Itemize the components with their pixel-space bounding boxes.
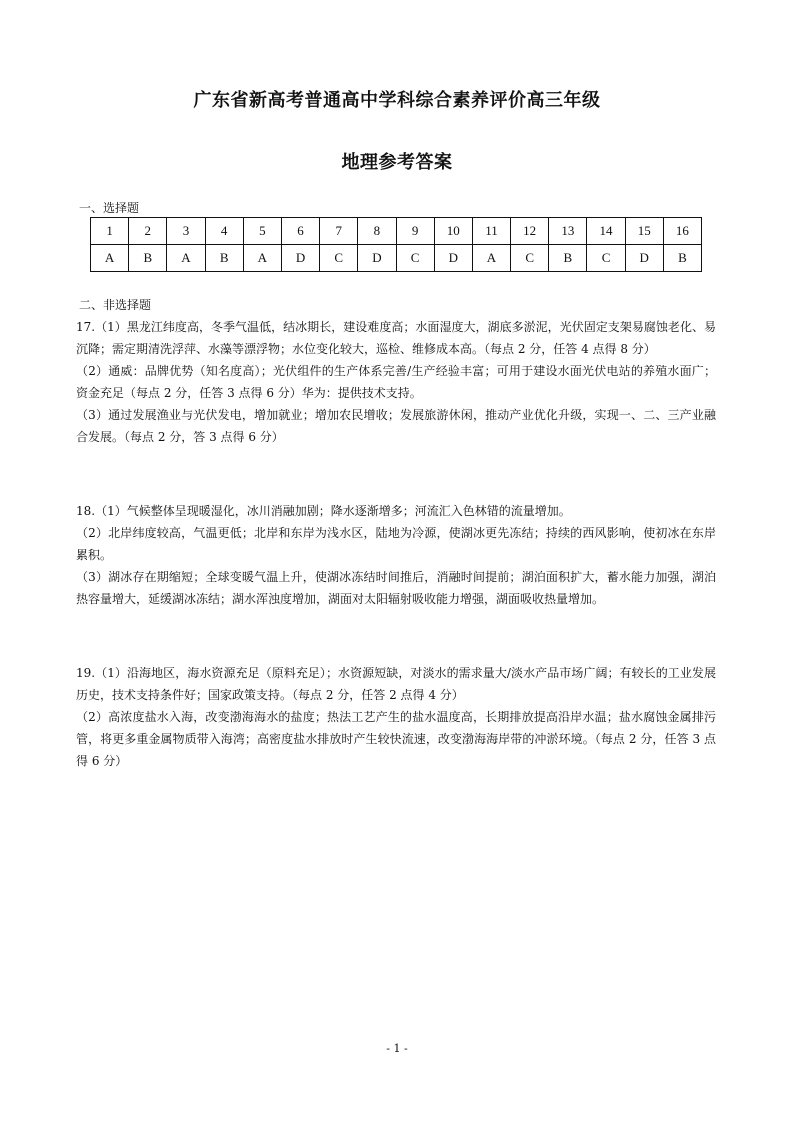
question-number-cell: 16 [663,218,701,245]
question-number-cell: 10 [434,218,472,245]
answer-cell: D [434,245,472,272]
answer-row [91,245,702,272]
answer-cell: D [281,245,319,272]
question-number-cell: 3 [167,218,205,245]
section-heading-choice: 一、选择题 [79,201,140,215]
answer-cell: D [358,245,396,272]
question-number-cell: 7 [320,218,358,245]
answer-paragraph: 17.（1）黑龙江纬度高，冬季气温低，结冰期长，建设难度高；水面湿度大，湖底多淤泥，光伏固定支架易腐蚀老化、易沉降；需定期清洗浮萍、水藻等漂浮物；水位变化较大，巡检、维修成本高。（每点 2 分，任答 4 点得 8 分） [76,320,716,356]
question-number-cell: 6 [281,218,319,245]
question-number-cell: 1 [91,218,129,245]
answer-paragraph: 18.（1）气候整体呈现暖湿化，冰川消融加剧；降水逐渐增多；河流汇入色林错的流量增加。 [76,504,571,518]
question-number-cell: 14 [587,218,625,245]
document-subtitle: 地理参考答案 [341,152,453,173]
question-19-answer [76,662,716,772]
page-number: - 1 - [386,1042,408,1055]
question-number-cell: 8 [358,218,396,245]
question-number-cell: 11 [472,218,510,245]
answer-cell: B [663,245,701,272]
answer-paragraph: （2）高浓度盐水入海，改变渤海海水的盐度；热法工艺产生的盐水温度高，长期排放提高沿岸水温；盐水腐蚀金属排污管，将更多重金属物质带入海湾；高密度盐水排放时产生较快流速，改变渤海海岸带的冲淤环境。（每点 2 分，任答 3 点得 6 分） [76,710,716,768]
question-number-row [91,218,702,245]
answer-cell: A [472,245,510,272]
section-heading-nonchoice: 二、非选择题 [79,298,152,312]
answer-table [90,217,702,272]
answer-paragraph: （2）北岸纬度较高，气温更低；北岸和东岸为浅水区，陆地为冷源，使湖冰更先冻结；持续的西风影响，使初冰在东岸累积。 [76,526,716,562]
answer-paragraph: （2）通威：品牌优势（知名度高）；光伏组件的生产体系完善/生产经验丰富；可用于建设水面光伏电站的养殖水面广；资金充足（每点 2 分，任答 3 点得 6 分）华为：提供技术支持。 [76,364,716,400]
document-title: 广东省新高考普通高中学科综合素养评价高三年级 [193,90,601,111]
question-number-cell: 12 [511,218,549,245]
question-number-cell: 13 [549,218,587,245]
question-18-answer [76,500,716,610]
question-17-answer [76,316,716,448]
answer-cell: B [129,245,167,272]
answer-cell: C [587,245,625,272]
answer-paragraph: （3）通过发展渔业与光伏发电，增加就业；增加农民增收；发展旅游休闲，推动产业优化升级，实现一、二、三产业融合发展。（每点 2 分，答 3 点得 6 分） [76,408,716,444]
question-number-cell: 9 [396,218,434,245]
answer-cell: A [167,245,205,272]
answer-cell: C [320,245,358,272]
question-number-cell: 2 [129,218,167,245]
question-number-cell: 4 [205,218,243,245]
answer-cell: B [205,245,243,272]
answer-cell: C [396,245,434,272]
answer-cell: B [549,245,587,272]
answer-cell: D [625,245,663,272]
question-number-cell: 15 [625,218,663,245]
answer-paragraph: （3）湖冰存在期缩短；全球变暖气温上升，使湖冰冻结时间推后，消融时间提前；湖泊面积扩大，蓄水能力加强，湖泊热容量增大，延缓湖冰冻结；湖水浑浊度增加，湖面对太阳辐射吸收能力增强，湖面吸收热量增加。 [76,570,716,606]
answer-cell: C [511,245,549,272]
question-number-cell: 5 [243,218,281,245]
answer-cell: A [243,245,281,272]
answer-paragraph: 19.（1）沿海地区，海水资源充足（原料充足）；水资源短缺，对淡水的需求量大/淡水产品市场广阔；有较长的工业发展历史，技术支持条件好；国家政策支持。（每点 2 分，任答 2 点得 4 分） [76,666,716,702]
answer-cell: A [91,245,129,272]
